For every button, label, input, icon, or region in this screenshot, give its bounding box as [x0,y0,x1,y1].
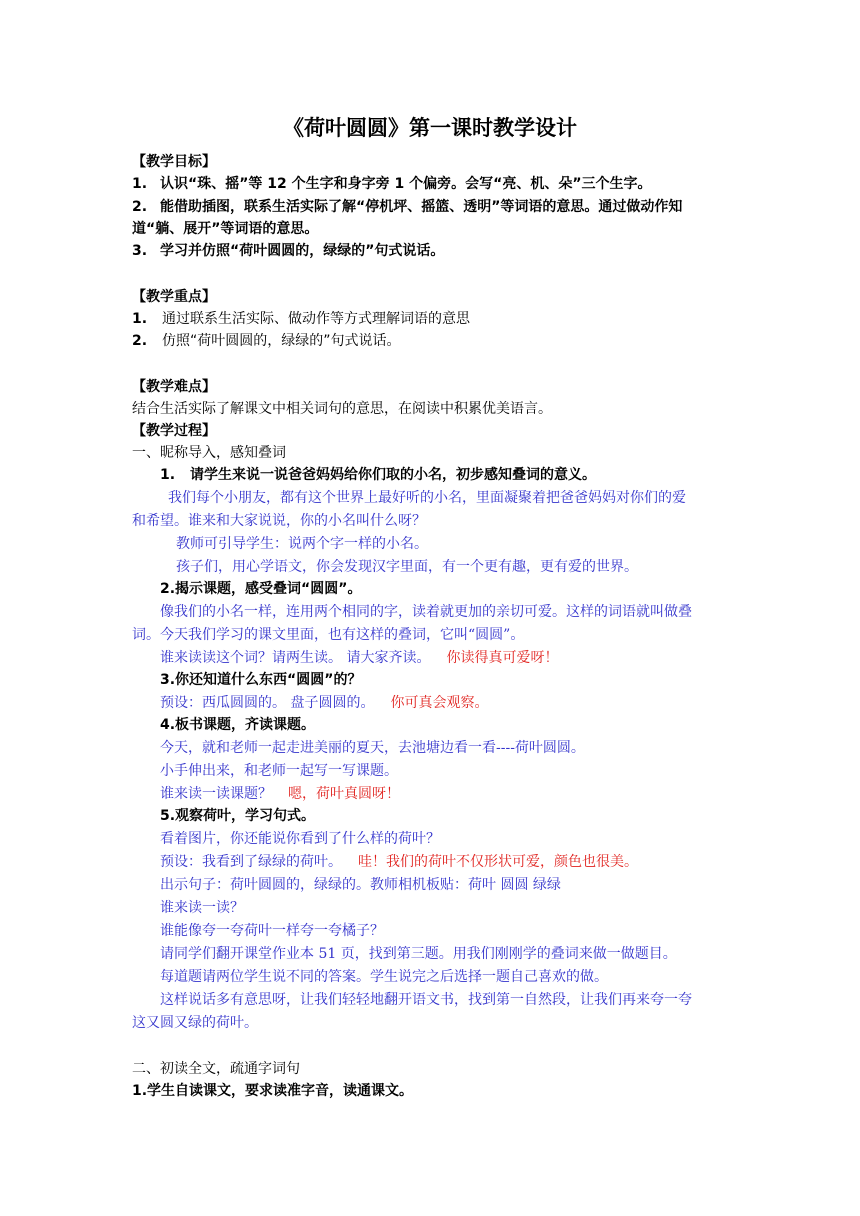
step5-paragraph-4: 谁来读一读？ [160,900,244,916]
part1-heading: 一、昵称导入，感知叠词 [132,445,286,461]
step1-paragraph-1b: 和希望。谁来和大家说说，你的小名叫什么呀？ [132,513,426,529]
step5-paragraph-7: 每道题请两位学生说不同的答案。学生说完之后选择一题自己喜欢的做。 [160,969,608,985]
step4-paragraph-3 [160,783,770,805]
step5-paragraph-8b: 这又圆又绿的荷叶。 [132,1015,258,1031]
step3-paragraph [160,692,770,714]
step2-paragraph-2 [160,647,770,669]
document-title: 《荷叶圆圆》第一课时教学设计 [283,116,577,140]
key-point-2-text: 仿照“荷叶圆圆的，绿绿的”句式说话。 [162,333,401,349]
difficulties-text: 结合生活实际了解课文中相关词句的意思，在阅读中积累优美语言。 [132,401,552,417]
key-point-2-num: 2. [132,333,148,349]
step5-paragraph-1: 看着图片，你还能说你看到了什么样的荷叶？ [160,831,440,847]
step2-paragraph-1b: 词。今天我们学习的课文里面，也有这样的叠词，它叫“圆圆”。 [132,627,525,643]
part2-heading: 二、初读全文，疏通字词句 [132,1061,300,1077]
step5-paragraph-8a: 这样说话多有意思呀，让我们轻轻地翻开语文书，找到第一自然段，让我们再来夸一夸 [160,992,692,1008]
step5-paragraph-2 [160,851,770,873]
step2-praise: 你读得真可爱呀！ [446,650,559,666]
key-point-item-1 [132,308,742,330]
step5-paragraph-5: 谁能像夸一夸荷叶一样夸一夸橘子？ [160,923,384,939]
step5-paragraph-3: 出示句子：荷叶圆圆的，绿绿的。教师相机板贴：荷叶 圆圆 绿绿 [160,877,561,893]
part2-step1: 1.学生自读课文，要求读准字音，读通课文。 [132,1083,414,1099]
step4-prompt: 谁来读一读课题？ [160,786,272,802]
goal-item-1-text: 认识“珠、摇”等 12 个生字和身字旁 1 个偏旁。会写“亮、机、朵”三个生字。 [160,176,652,192]
difficulties-heading: 【教学难点】 [132,379,216,395]
goal-item-2 [132,196,742,218]
key-points-heading: 【教学重点】 [132,289,216,305]
part1-step4: 4.板书课题，齐读课题。 [160,717,316,733]
goal-item-2-num: 2. [132,199,148,215]
process-heading: 【教学过程】 [132,423,216,439]
goal-item-1-num: 1. [132,176,148,192]
step1-paragraph-3: 孩子们，用心学语文，你会发现汉字里面，有一个更有趣，更有爱的世界。 [176,559,638,575]
step3-prediction: 预设：西瓜圆圆的。 盘子圆圆的。 [160,695,375,711]
goal-item-3-text: 学习并仿照“荷叶圆圆的，绿绿的”句式说话。 [160,243,445,259]
key-point-1-text: 通过联系生活实际、做动作等方式理解词语的意思 [162,311,470,327]
goal-item-1 [132,173,742,195]
key-point-item-2 [132,330,742,352]
part1-step5: 5.观察荷叶，学习句式。 [160,808,316,824]
part1-step1-text: 请学生来说一说爸爸妈妈给你们取的小名，初步感知叠词的意义。 [190,467,596,483]
step4-paragraph-2: 小手伸出来，和老师一起写一写课题。 [160,763,398,779]
step1-paragraph-1a: 我们每个小朋友，都有这个世界上最好听的小名，里面凝聚着把爸爸妈妈对你们的爱 [168,490,686,506]
goals-heading: 【教学目标】 [132,154,216,170]
goal-item-2-text: 能借助插图，联系生活实际了解“停机坪、摇篮、透明”等词语的意思。通过做动作知 [160,199,683,215]
goal-item-3 [132,240,742,262]
step2-prompt: 谁来读读这个词？请两生读。 请大家齐读。 [160,650,431,666]
goal-item-2-continued: 道“躺、展开”等词语的意思。 [132,221,319,237]
part1-step1-num: 1. [160,467,176,483]
part1-step1 [160,464,770,486]
key-point-1-num: 1. [132,311,148,327]
step1-paragraph-2: 教师可引导学生：说两个字一样的小名。 [176,536,428,552]
step3-praise: 你可真会观察。 [390,695,489,711]
step5-praise: 哇！我们的荷叶不仅形状可爱，颜色也很美。 [358,854,638,870]
part1-step2: 2.揭示课题，感受叠词“圆圆”。 [160,581,362,597]
step4-paragraph-1: 今天，就和老师一起走进美丽的夏天，去池塘边看一看----荷叶圆圆。 [160,740,585,756]
part1-step3: 3.你还知道什么东西“圆圆”的？ [160,672,362,688]
step2-paragraph-1a: 像我们的小名一样，连用两个相同的字，读着就更加的亲切可爱。这样的词语就叫做叠 [160,604,692,620]
step4-praise: 嗯，荷叶真圆呀！ [288,786,400,802]
step5-prediction: 预设：我看到了绿绿的荷叶。 [160,854,342,870]
goal-item-3-num: 3. [132,243,148,259]
step5-paragraph-6: 请同学们翻开课堂作业本 51 页，找到第三题。用我们刚刚学的叠词来做一做题目。 [160,946,677,962]
